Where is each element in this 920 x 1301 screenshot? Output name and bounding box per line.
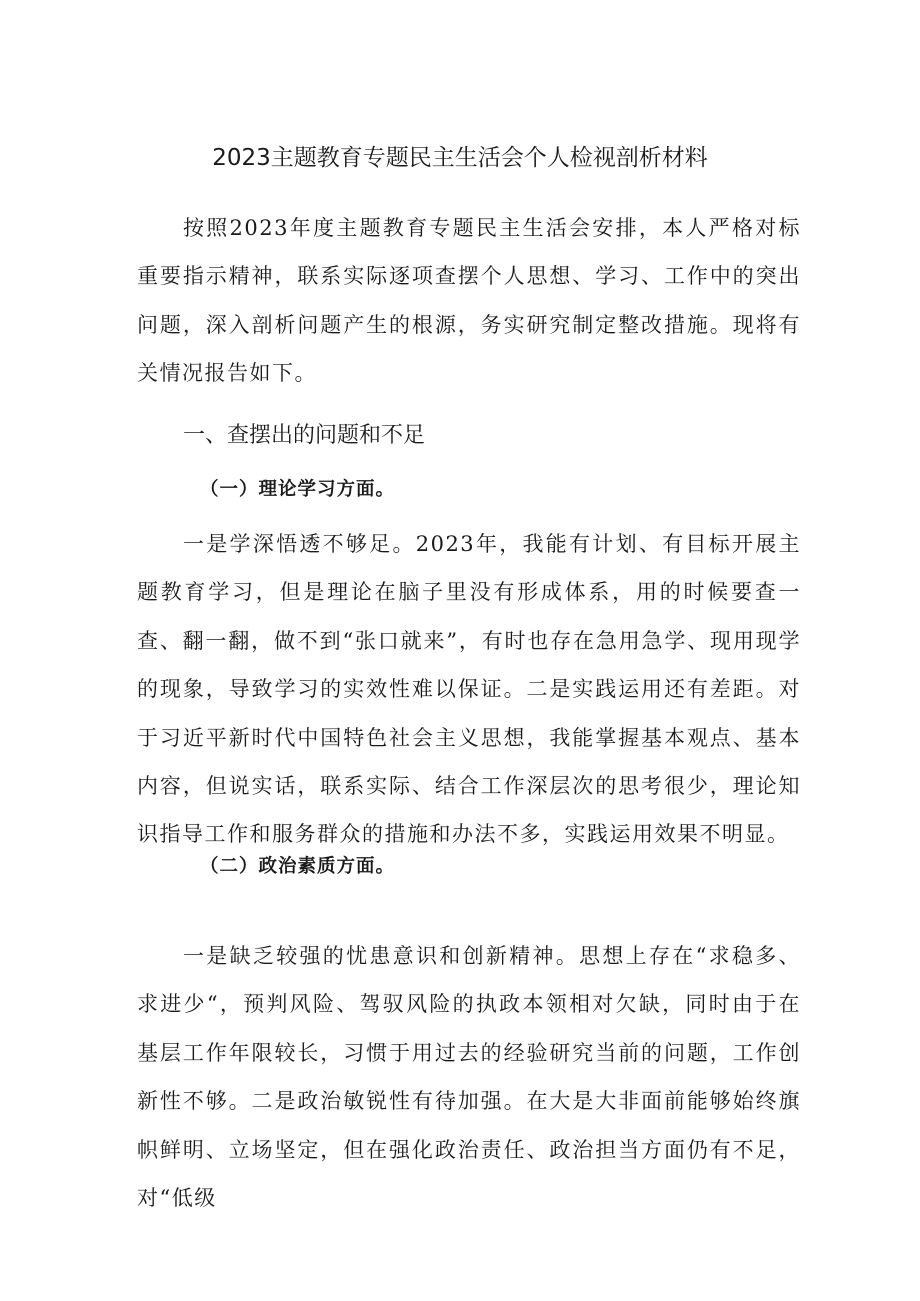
political-quality-paragraph: 一是缺乏较强的忧患意识和创新精神。思想上存在“求稳多、求进少“，预判风险、驾驭风险的执政本领相对欠缺，同时由于在基层工作年限较长，习惯于用过去的经验研究当前的问题，工作创新性不够。二是政治敏锐性有待加强。在大是大非面前能够始终旗帜鲜明、立场坚定，但在强化政治责任、政治担当方面仍有不足，对“低级 [137, 944, 801, 1211]
section-heading-problems: 一、查摆出的问题和不足 [183, 423, 426, 448]
subsection-heading-political-quality: （二）政治素质方面。 [200, 856, 396, 877]
subsection-heading-theory-study: （一）理论学习方面。 [200, 479, 396, 500]
intro-paragraph: 按照2023年度主题教育专题民主生活会安排，本人严格对标重要指示精神，联系实际逐项查摆个人思想、学习、工作中的突出问题，深入剖析问题产生的根源，务实研究制定整改措施。现将有关情况报告如下。 [137, 216, 801, 386]
theory-study-paragraph: 一是学深悟透不够足。2023年，我能有计划、有目标开展主题教育学习，但是理论在脑子里没有形成体系，用的时候要查一查、翻一翻，做不到“张口就来”，有时也存在急用急学、现用现学的现象，导致学习的实效性难以保证。二是实践运用还有差距。对于习近平新时代中国特色社会主义思想，我能掌握基本观点、基本内容，但说实话，联系实际、结合工作深层次的思考很少，理论知识指导工作和服务群众的措施和办法不多，实践运用效果不明显。 [137, 532, 801, 847]
document-title: 2023主题教育专题民主生活会个人检视剖析材料 [212, 145, 708, 171]
